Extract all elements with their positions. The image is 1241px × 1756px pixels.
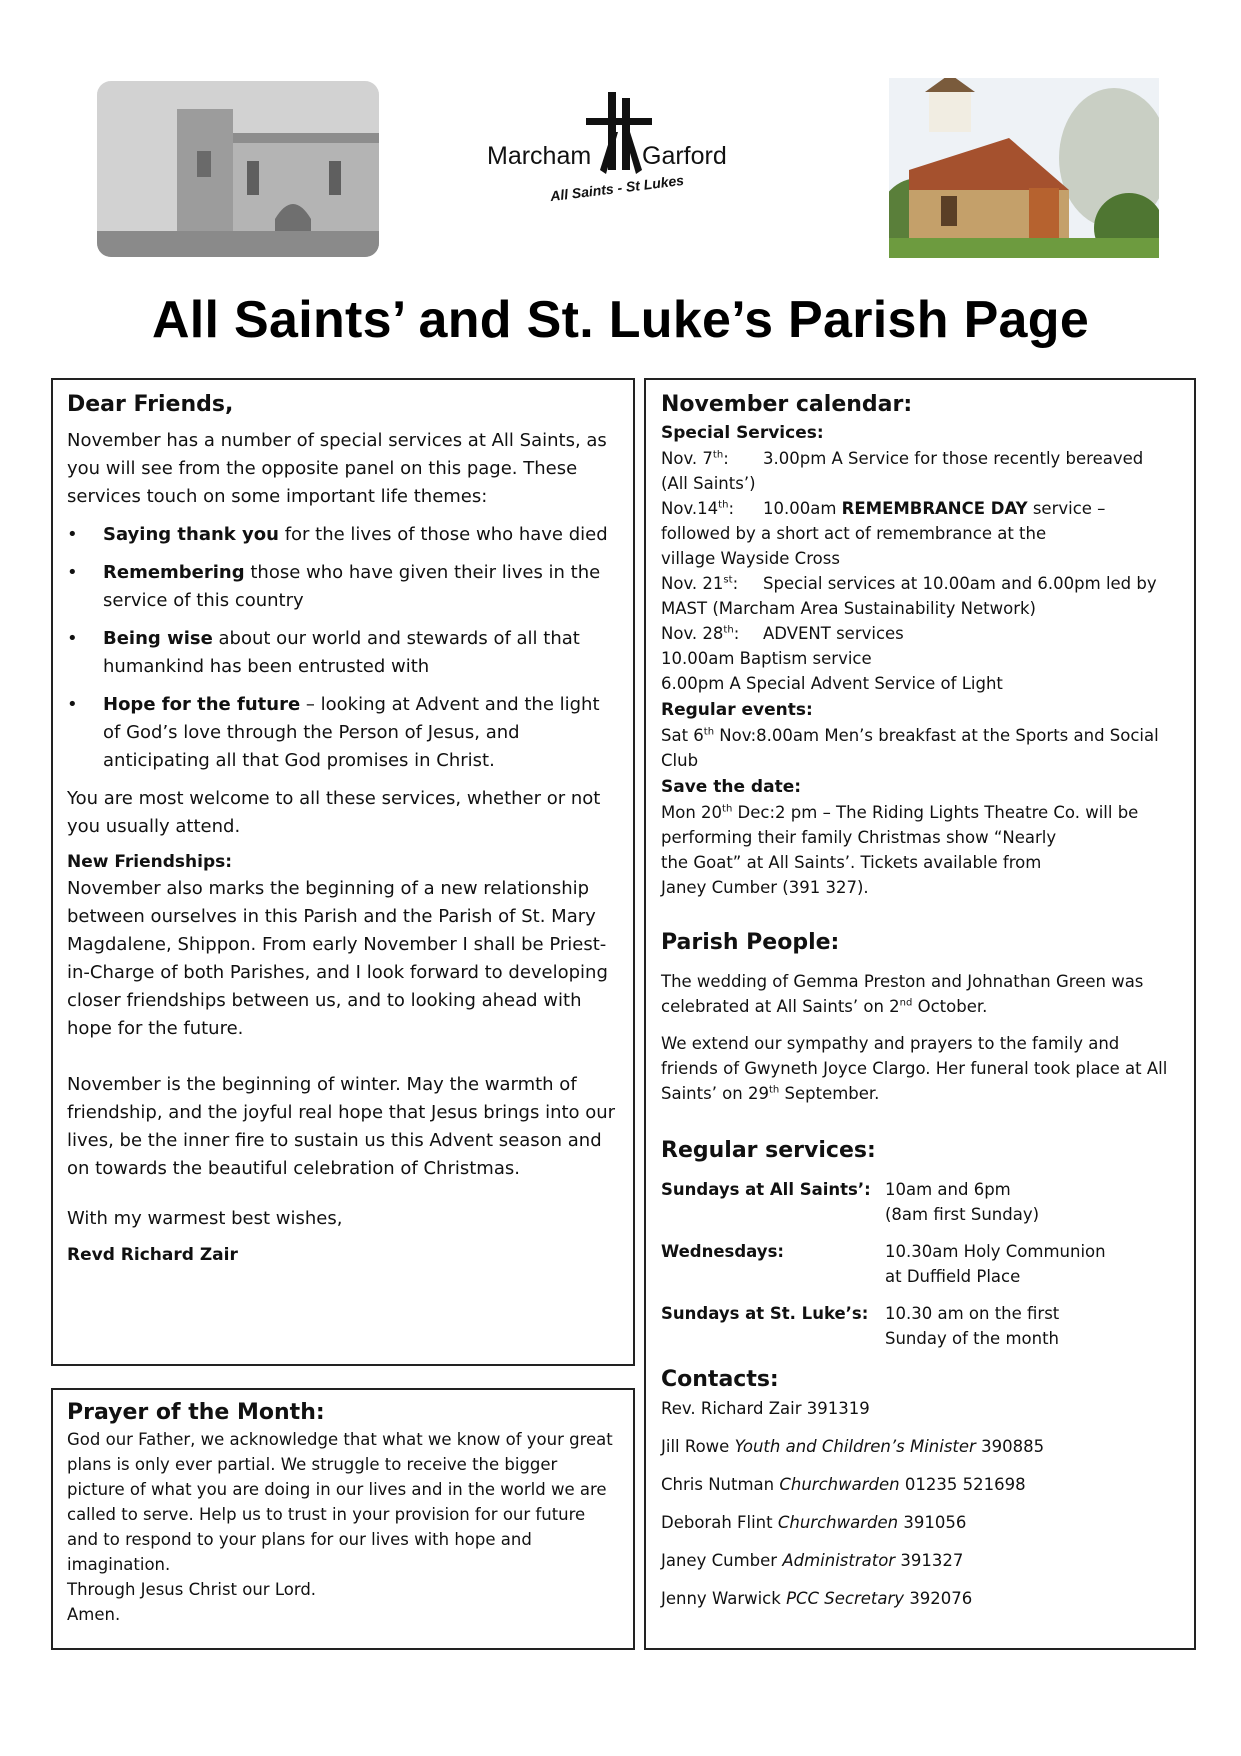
list-item: • Hope for the future – looking at Advent and the light of God’s love through the Person of Jesus, and anticipating all that God promises in Christ. [67, 691, 619, 775]
logo-word-garford: Garford [642, 142, 727, 170]
special-services-heading: Special Services: [661, 423, 824, 443]
prayer-heading: Prayer of the Month: [67, 1400, 325, 1425]
all-saints-church-photo [97, 81, 379, 257]
st-lukes-church-photo [889, 78, 1159, 258]
list-item: Deborah Flint Churchwarden 391056 [661, 1513, 967, 1532]
letter-welcome: You are most welcome to all these services, whether or not you usually attend. [67, 788, 601, 837]
regular-services-table [661, 1177, 1180, 1351]
bullet-icon: • [67, 524, 78, 545]
letter-signature: Revd Richard Zair [67, 1245, 238, 1265]
calendar-heading: November calendar: [661, 392, 913, 417]
friendships-text: November also marks the beginning of a new relationship between ourselves in this Parish and the Parish of St. Mary Magdalene, Shippon. From early November I shall be Priest-in-Charge of both Parishes, and I look forward to developing closer friendships between us, and to looking ahead with hope for the future. [67, 878, 608, 1039]
table-row: Wednesdays: 10.30am Holy Communion at Duffield Place [661, 1242, 1106, 1286]
special-service-nov7: Nov. 7th: 3.00pm A Service for those recently bereaved (All Saints’) [661, 449, 1144, 493]
regular-event: Sat 6th Nov: 8.00am Men’s breakfast at the Sports and Social Club [661, 726, 1159, 770]
church-tower-illustration [97, 81, 379, 257]
friendships-heading: New Friendships: [67, 852, 233, 872]
info-panel [644, 378, 1196, 1650]
letter-signoff: With my warmest best wishes, [67, 1208, 343, 1229]
parish-people-heading: Parish People: [661, 930, 840, 955]
table-row: Sundays at All Saints’: 10am and 6pm (8am first Sunday) [661, 1180, 1040, 1224]
prayer-text: God our Father, we acknowledge that what we know of your great plans is only ever partial. We struggle to receive the bigger picture of what you are doing in our lives and in the world we are called to serve. Help us to trust in your provision for our future and to respond to your plans for our lives with hope and imagination. [67, 1430, 613, 1574]
list-item: Jill Rowe Youth and Children’s Minister 390885 [661, 1437, 1045, 1456]
contacts-list [661, 1396, 1180, 1611]
prayer-panel [51, 1388, 635, 1650]
list-item: Janey Cumber Administrator 391327 [661, 1551, 964, 1570]
list-item: • Remembering those who have given their lives in the service of this country [67, 559, 619, 615]
church-cottage-illustration [889, 78, 1159, 258]
contacts-heading: Contacts: [661, 1367, 779, 1392]
list-item: Jenny Warwick PCC Secretary 392076 [661, 1589, 973, 1608]
logo-word-marcham: Marcham [487, 142, 592, 170]
table-row: Sundays at St. Luke’s: 10.30 am on the first Sunday of the month [661, 1304, 1060, 1348]
letter-panel [51, 378, 635, 1366]
list-item: • Saying thank you for the lives of those who have died [67, 521, 619, 549]
regular-events-heading: Regular events: [661, 700, 813, 720]
special-service-nov21: Nov. 21st: Special services at 10.00am and 6.00pm led by MAST (Marcham Area Sustainability Network) [661, 574, 1157, 618]
list-item: Rev. Richard Zair 391319 [661, 1399, 870, 1418]
page-title: All Saints’ and St. Luke’s Parish Page [151, 291, 1090, 349]
prayer-line-3: Amen. [67, 1605, 121, 1624]
save-date-heading: Save the date: [661, 777, 802, 797]
save-date-event: Mon 20th Dec: 2 pm – The Riding Lights Theatre Co. will be performing their family Christmas show “Nearly the Goat” at All Saints’. Tickets available from Janey Cumber (391 327). [661, 803, 1139, 897]
parish-logo [482, 92, 762, 222]
bullet-icon: • [67, 562, 78, 583]
bullet-icon: • [67, 628, 78, 649]
list-item: Chris Nutman Churchwarden 01235 521698 [661, 1475, 1026, 1494]
bullet-icon: • [67, 694, 78, 715]
letter-heading: Dear Friends, [67, 392, 234, 417]
wedding-notice: The wedding of Gemma Preston and Johnathan Green was celebrated at All Saints’ on 2nd October. [661, 972, 1144, 1016]
funeral-notice: We extend our sympathy and prayers to the family and friends of Gwyneth Joyce Clargo. Her funeral took place at All Saints’ on 29th September. [661, 1034, 1168, 1103]
winter-text: November is the beginning of winter. May the warmth of friendship, and the joyful real hope that Jesus brings into our lives, be the inner fire to sustain us this Advent season and on towards the beautiful celebration of Christmas. [67, 1074, 616, 1179]
themes-list [67, 521, 619, 775]
special-service-nov28: Nov. 28th: ADVENT services 10.00am Baptism service 6.00pm A Special Advent Service of Light [661, 624, 1003, 693]
logo-subtitle: All Saints - St Lukes [549, 171, 685, 205]
letter-intro: November has a number of special services at All Saints, as you will see from the opposite panel on this page. These services touch on some important life themes: [67, 430, 607, 507]
list-item: • Being wise about our world and stewards of all that humankind has been entrusted with [67, 625, 619, 681]
special-service-nov14: Nov.14th: 10.00am REMEMBRANCE DAY service – followed by a short act of remembrance at the village Wayside Cross [661, 499, 1106, 568]
regular-services-heading: Regular services: [661, 1138, 876, 1163]
prayer-line-2: Through Jesus Christ our Lord. [67, 1580, 317, 1599]
